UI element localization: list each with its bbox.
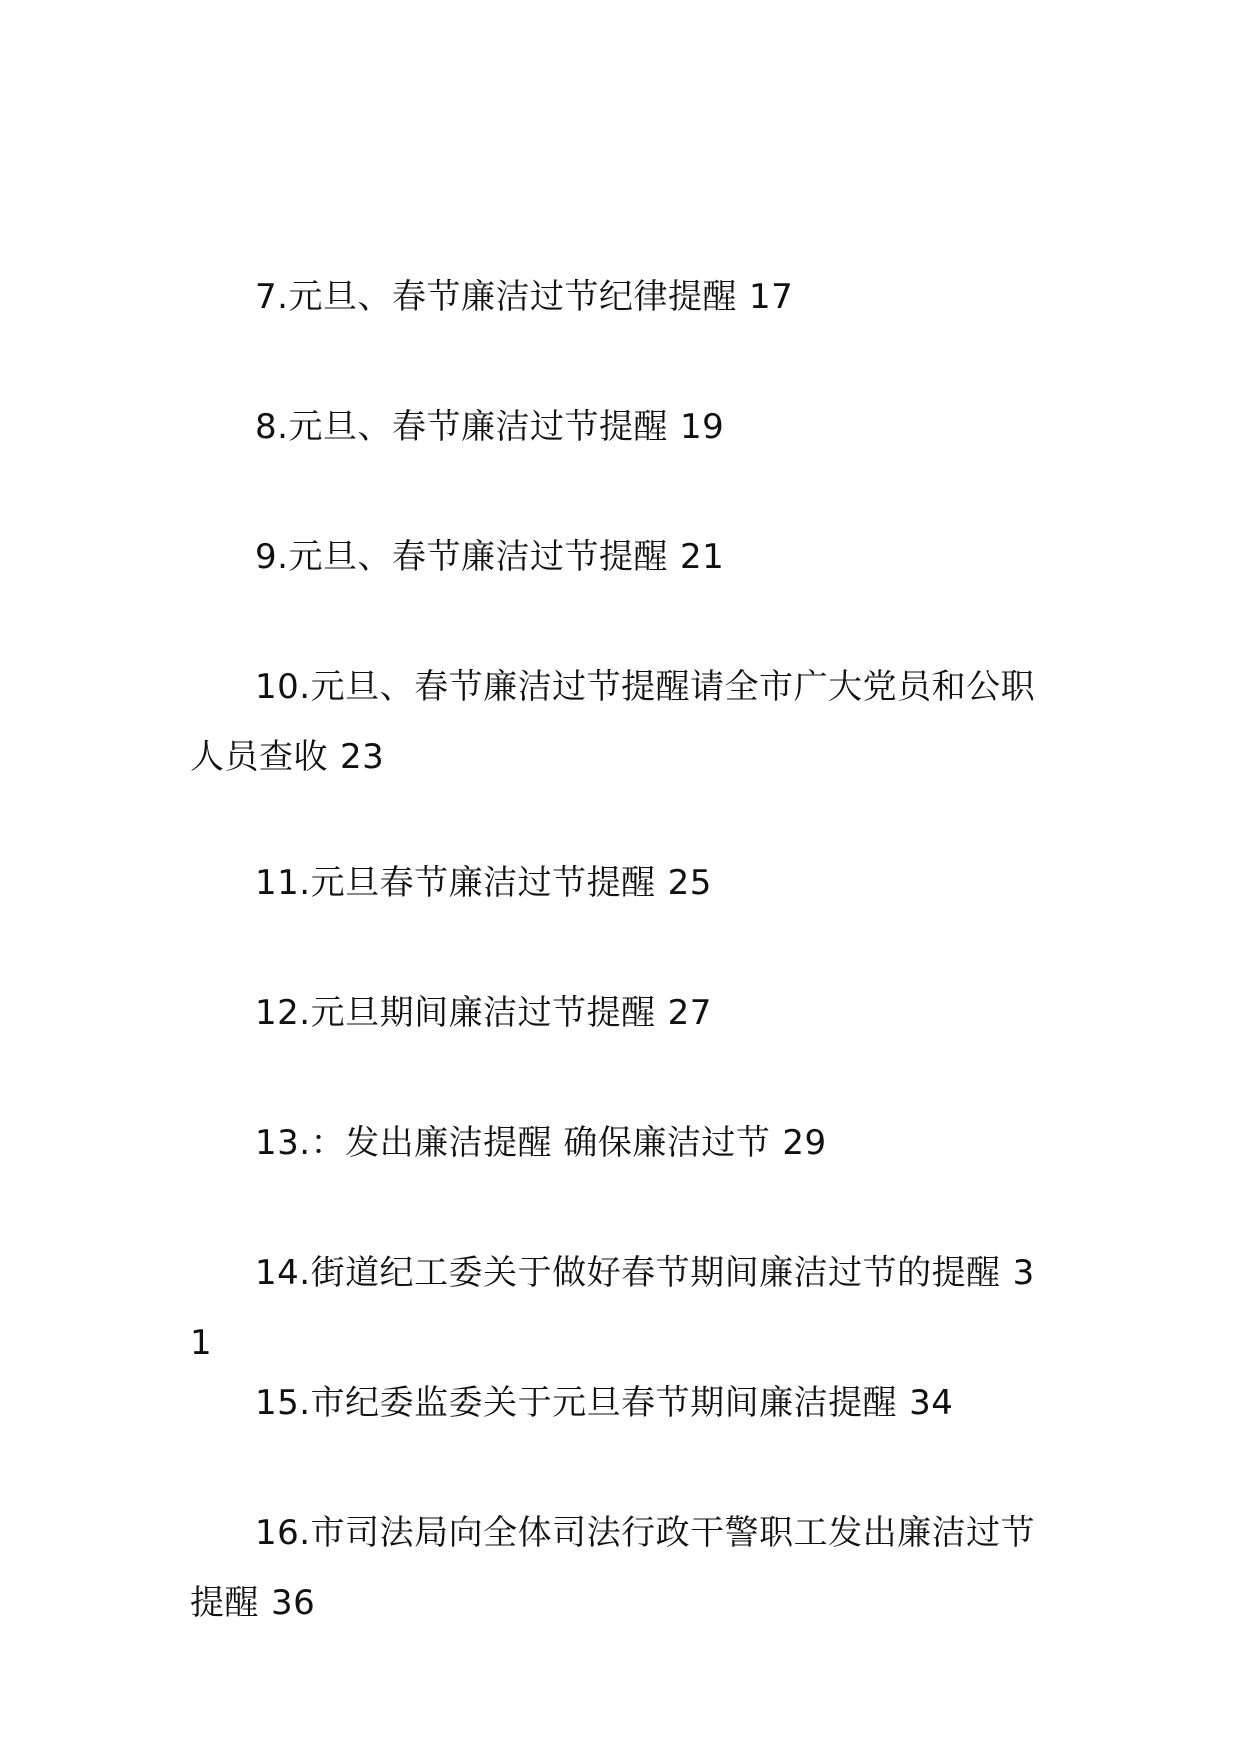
toc-entry-title: 11.元旦春节廉洁过节提醒: [255, 863, 656, 903]
toc-entry[interactable]: [190, 1238, 1050, 1378]
toc-entry-page: 34: [909, 1383, 954, 1423]
toc-entry[interactable]: [190, 652, 1050, 792]
toc-entry[interactable]: [190, 1368, 1050, 1438]
toc-entry-page: 29: [782, 1123, 827, 1163]
toc-entry-title: 14.街道纪工委关于做好春节期间廉洁过节的提醒: [255, 1253, 1001, 1293]
toc-entry[interactable]: [190, 978, 1050, 1048]
toc-entry-title: 8.元旦、春节廉洁过节提醒: [255, 407, 668, 447]
toc-entry-page: 27: [667, 993, 712, 1033]
toc-entry[interactable]: [190, 1108, 1050, 1178]
toc-entry-title: 7.元旦、春节廉洁过节纪律提醒: [255, 277, 737, 317]
toc-entry-title: 12.元旦期间廉洁过节提醒: [255, 993, 656, 1033]
toc-entry[interactable]: [190, 848, 1050, 918]
toc-entry-page: 36: [271, 1583, 316, 1623]
toc-entry[interactable]: [190, 262, 1050, 332]
toc-entry[interactable]: [190, 522, 1050, 592]
toc-entry-page: 31: [190, 1253, 1035, 1363]
toc-entry-title: 15.市纪委监委关于元旦春节期间廉洁提醒: [255, 1383, 898, 1423]
toc-entry-page: 19: [679, 407, 725, 447]
toc-entry[interactable]: [190, 392, 1050, 462]
toc-entry-title: 13.：发出廉洁提醒 确保廉洁过节: [255, 1123, 771, 1163]
toc-entry-page: 21: [679, 537, 725, 577]
toc-entry-title: 9.元旦、春节廉洁过节提醒: [255, 537, 668, 577]
toc-entry-title: 16.市司法局向全体司法行政干警职工发出廉洁过节提醒: [190, 1513, 1036, 1623]
toc-entry-title: 10.元旦、春节廉洁过节提醒请全市广大党员和公职人员查收: [190, 667, 1036, 777]
toc-entry-page: 25: [667, 863, 712, 903]
toc-entry-page: 23: [340, 737, 385, 777]
toc-entry[interactable]: [190, 1498, 1050, 1638]
toc-entry-page: 17: [748, 277, 794, 317]
